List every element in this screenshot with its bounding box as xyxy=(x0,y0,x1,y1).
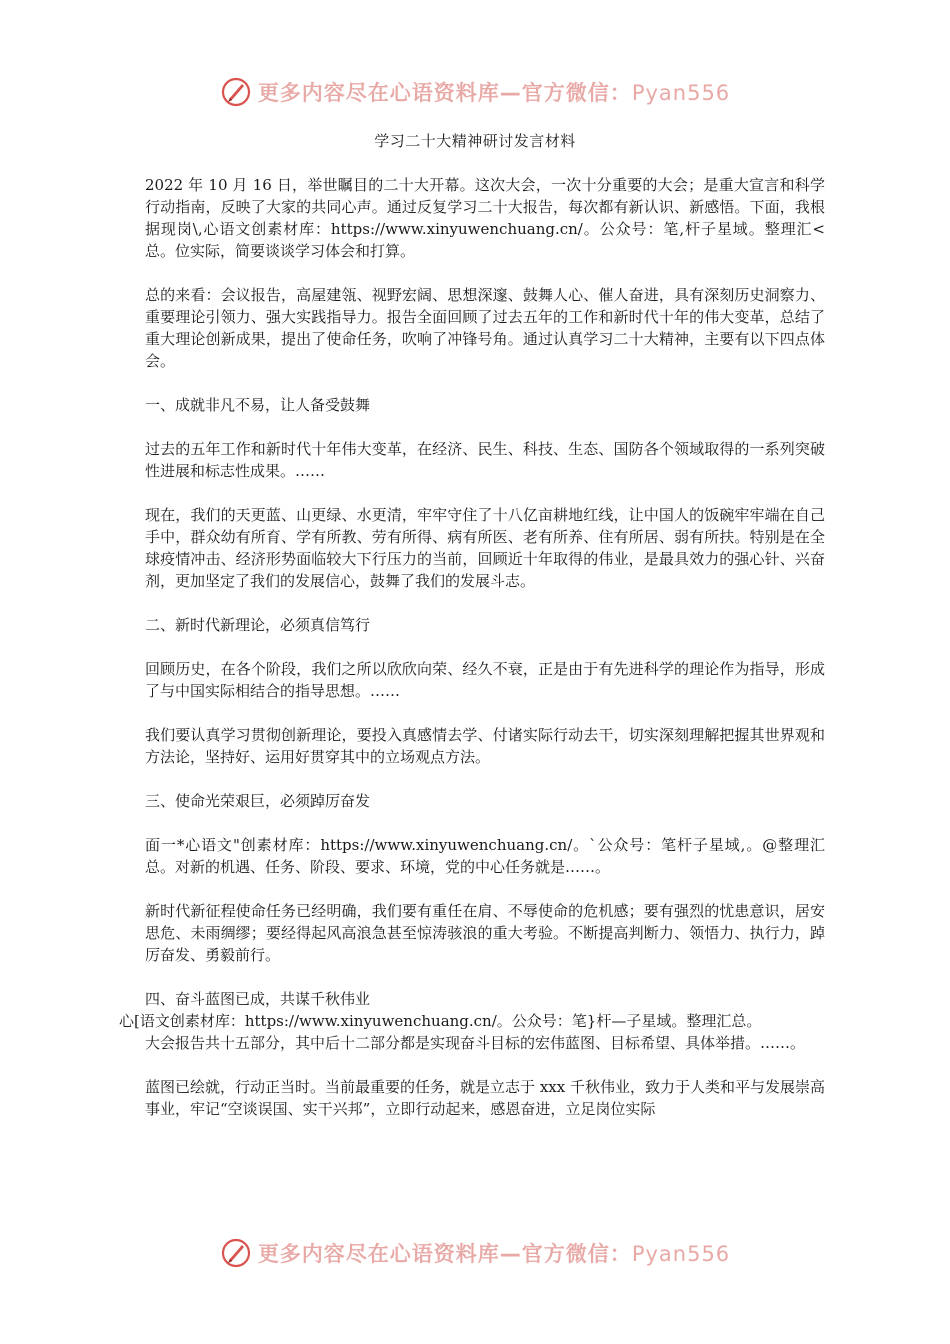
section-heading-1: 一、成就非凡不易，让人备受鼓舞 xyxy=(145,396,371,414)
paragraph: 面一*心语文"创素材库：https://www.xinyuwenchuang.cn/。`公众号：笔杆子星域,。@整理汇总。对新的机遇、任务、阶段、要求、环境，党的中心任务就是……。 xyxy=(145,836,825,876)
section-heading-2: 二、新时代新理论，必须真信笃行 xyxy=(145,616,371,634)
watermark-banner-top xyxy=(0,72,950,112)
paragraph: 大会报告共十五部分，其中后十二部分都是实现奋斗目标的宏伟蓝图、目标希望、具体举措。……。 xyxy=(145,1034,806,1052)
quill-pen-logo-icon xyxy=(220,76,252,108)
watermark-banner-bottom xyxy=(0,1233,950,1273)
paragraph: 蓝图已绘就，行动正当时。当前最重要的任务，就是立志于 xxx 千秋伟业，致力于人类和平与发展崇高事业，牢记“空谈误国、实干兴邦”，立即行动起来，感恩奋进，立足岗位实际 xyxy=(145,1078,825,1118)
quill-pen-logo-icon xyxy=(220,1237,252,1269)
paragraph: 我们要认真学习贯彻创新理论，要投入真感情去学、付诸实际行动去干，切实深刻理解把握其世界观和方法论，坚持好、运用好贯穿其中的立场观点方法。 xyxy=(145,726,825,766)
paragraph: 心[语文创素材库：https://www.xinyuwenchuang.cn/。公众号：笔}杆—子星域。整理汇总。 xyxy=(119,1012,762,1030)
paragraph-intro: 2022 年 10 月 16 日，举世瞩目的二十大开幕。这次大会，一次十分重要的大会；是重大宣言和科学行动指南，反映了大家的共同心声。通过反复学习二十大报告，每次都有新认识、新感悟。下面，我根据现岗\,心语文创素材库：https://www.xinyuwenchuang.cn/。公众号：笔,杆子星域。整理汇<总。位实际，简要谈谈学习体会和打算。 xyxy=(145,176,825,260)
section-heading-3: 三、使命光荣艰巨，必须踔厉奋发 xyxy=(145,792,371,810)
paragraph-overview: 总的来看：会议报告，高屋建瓴、视野宏阔、思想深邃、鼓舞人心、催人奋进，具有深刻历史洞察力、重要理论引领力、强大实践指导力。报告全面回顾了过去五年的工作和新时代十年的伟大变革，总结了重大理论创新成果，提出了使命任务，吹响了冲锋号角。通过认真学习二十大精神，主要有以下四点体会。 xyxy=(145,286,825,370)
paragraph: 现在，我们的天更蓝、山更绿、水更清，牢牢守住了十八亿亩耕地红线，让中国人的饭碗牢牢端在自己手中，群众幼有所育、学有所教、劳有所得、病有所医、老有所养、住有所居、弱有所扶。特别是在全球疫情冲击、经济形势面临较大下行压力的当前，回顾近十年取得的伟业，是最具效力的强心针、兴奋剂，更加坚定了我们的发展信心，鼓舞了我们的发展斗志。 xyxy=(145,506,825,590)
section-heading-4: 四、奋斗蓝图已成，共谋千秋伟业 xyxy=(145,990,371,1008)
document-body xyxy=(119,174,825,1120)
watermark-text: 更多内容尽在心语资料库—官方微信：Pyan556 xyxy=(257,1242,731,1266)
watermark-text: 更多内容尽在心语资料库—官方微信：Pyan556 xyxy=(257,81,731,105)
paragraph: 过去的五年工作和新时代十年伟大变革，在经济、民生、科技、生态、国防各个领域取得的一系列突破性进展和标志性成果。…… xyxy=(145,440,825,480)
paragraph: 新时代新征程使命任务已经明确，我们要有重任在肩、不辱使命的危机感；要有强烈的忧患意识，居安思危、未雨绸缪；要经得起风高浪急甚至惊涛骇浪的重大考验。不断提高判断力、领悟力、执行力，踔厉奋发、勇毅前行。 xyxy=(145,902,825,964)
document-title: 学习二十大精神研讨发言材料 xyxy=(374,132,576,150)
paragraph: 回顾历史，在各个阶段，我们之所以欣欣向荣、经久不衰，正是由于有先进科学的理论作为指导，形成了与中国实际相结合的指导思想。…… xyxy=(145,660,825,700)
